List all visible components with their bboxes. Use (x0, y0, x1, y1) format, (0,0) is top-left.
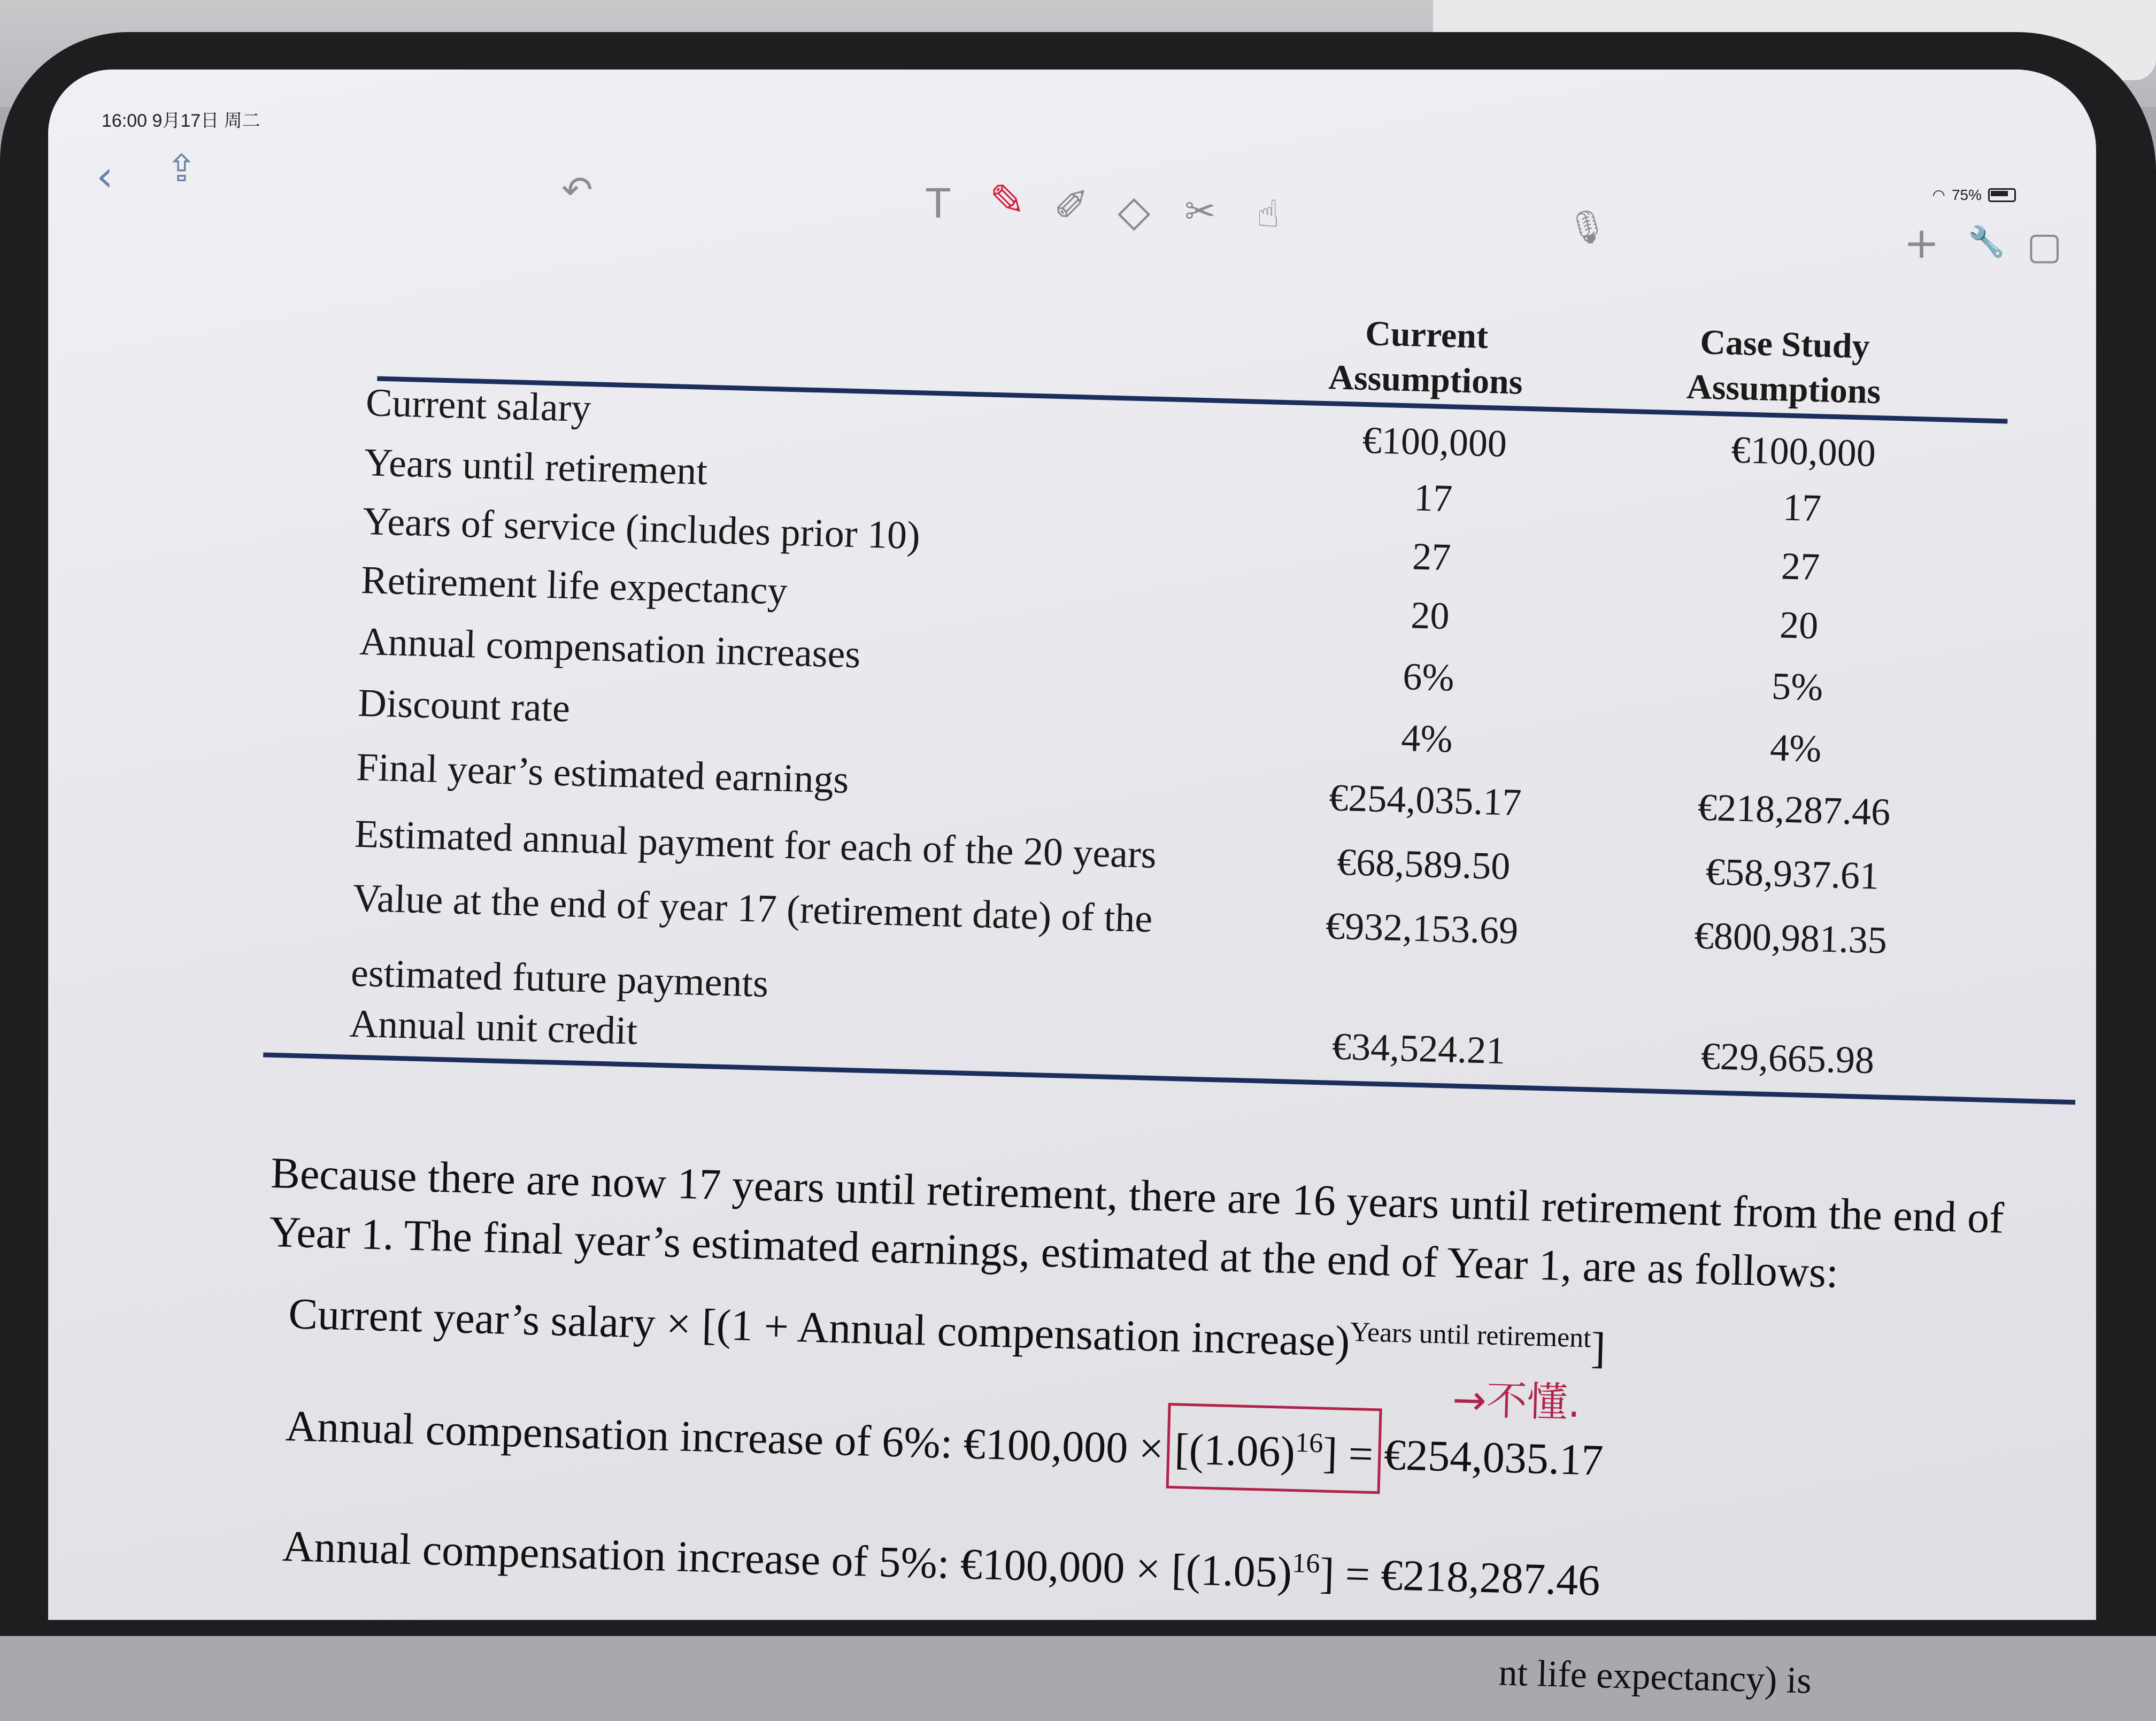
pages-icon[interactable]: ▢ (2027, 224, 2062, 268)
formula-6-base: [(1.06) (1174, 1424, 1296, 1477)
formula-five-percent (282, 1521, 1601, 1606)
col-header-current: Current Assumptions (1328, 313, 1523, 402)
cell-current: 4% (1400, 716, 1453, 761)
wrench-icon[interactable]: 🔧 (1968, 225, 2005, 259)
formula-general-exponent: Years until retirement (1350, 1316, 1592, 1354)
formula-general-text: Current year’s salary × [(1 + Annual compensation increase) (288, 1289, 1351, 1366)
share-icon[interactable]: ⇪ (166, 146, 197, 190)
cell-current: €932,153.69 (1325, 904, 1519, 952)
formula-5-prefix: Annual compensation increase of 5%: €100,000 × [(1.05) (281, 1522, 1293, 1597)
cell-current: €100,000 (1361, 418, 1507, 465)
formula-6-close: ] (1322, 1428, 1338, 1478)
battery-percent: 75% (1951, 186, 1982, 203)
cell-case: €218,287.46 (1697, 785, 1891, 834)
cell-case: 27 (1781, 544, 1821, 589)
formula-5-result: = €218,287.46 (1334, 1549, 1601, 1605)
battery-icon (1988, 188, 2016, 202)
scissors-icon[interactable]: ✂ (1184, 189, 1216, 233)
row-label: Current salary (365, 381, 592, 431)
row-label: Annual unit credit (349, 1001, 638, 1053)
highlighted-term (1174, 1425, 1338, 1478)
status-indicators (1932, 186, 2016, 204)
pen-icon[interactable]: ✎ (989, 175, 1026, 225)
cell-case: 20 (1779, 603, 1819, 647)
cell-case: €58,937.61 (1705, 850, 1880, 898)
row-label: Years until retirement (364, 441, 709, 493)
cut-off-text: nt life expectancy) is (1498, 1652, 1812, 1702)
row-label: Value at the end of year 17 (retirement date) of the (352, 876, 1153, 941)
eraser-icon[interactable]: ◇ (1118, 186, 1151, 236)
back-icon[interactable]: ‹ (96, 151, 113, 201)
ipad-frame (0, 32, 2156, 1702)
cell-current: €254,035.17 (1328, 776, 1522, 824)
cell-current: 20 (1410, 593, 1450, 638)
text-tool-icon[interactable]: T (925, 179, 951, 227)
formula-six-percent (285, 1401, 1604, 1486)
row-label: Retirement life expectancy (360, 558, 788, 613)
row-label: Years of service (includes prior 10) (362, 499, 921, 558)
formula-general (288, 1288, 1606, 1373)
cell-case: 4% (1769, 726, 1822, 770)
col-header-case-study: Case Study Assumptions (1686, 322, 1882, 412)
hand-icon[interactable]: ☝ (1257, 192, 1280, 236)
row-label: Estimated annual payment for each of the 20 years (354, 812, 1157, 877)
handwritten-note: →不懂. (1451, 1375, 1582, 1427)
row-label: Final year’s estimated earnings (356, 745, 850, 802)
status-time: 16:00 9月17日 周二 (102, 111, 260, 131)
formula-5-close: ] (1319, 1548, 1335, 1598)
cell-case: €29,665.98 (1700, 1034, 1875, 1082)
cell-current: 6% (1402, 655, 1455, 699)
formula-6-prefix: Annual compensation increase of 6%: €100,000 × (284, 1401, 1175, 1473)
formula-general-close: ] (1590, 1323, 1606, 1372)
cell-case: 17 (1782, 485, 1822, 530)
undo-icon[interactable]: ↶ (561, 168, 593, 212)
explanation-paragraph: Because there are now 17 years until retirement, there are 16 years until retirement from the end of Year 1. The final year’s estimated earnings, estimated at the end of Year 1, are as follows: (268, 1148, 2005, 1297)
formula-6-result: = €254,035.17 (1336, 1429, 1604, 1485)
add-icon[interactable]: + (1904, 218, 1940, 268)
cell-current: 17 (1413, 476, 1453, 520)
cell-case: €800,981.35 (1693, 914, 1888, 962)
formula-6-exponent: 16 (1295, 1427, 1324, 1459)
formula-5-exponent: 16 (1291, 1548, 1321, 1579)
row-label: Discount rate (357, 681, 571, 731)
ipad-screen (48, 70, 2096, 1702)
document-page (268, 283, 2133, 1721)
cell-current: €34,524.21 (1331, 1024, 1506, 1072)
wifi-icon: ◠ (1932, 187, 1945, 203)
highlighter-icon[interactable]: ✐ (1053, 181, 1090, 230)
row-label-continued: estimated future payments (350, 951, 769, 1006)
cell-current: €68,589.50 (1336, 840, 1511, 888)
mic-icon[interactable]: 🎙 (1567, 209, 1608, 246)
cell-case: €100,000 (1730, 428, 1876, 475)
annotation-box (1166, 1403, 1382, 1494)
row-label: Annual compensation increases (359, 619, 861, 677)
cell-case: 5% (1771, 665, 1824, 709)
cell-current: 27 (1412, 535, 1452, 579)
